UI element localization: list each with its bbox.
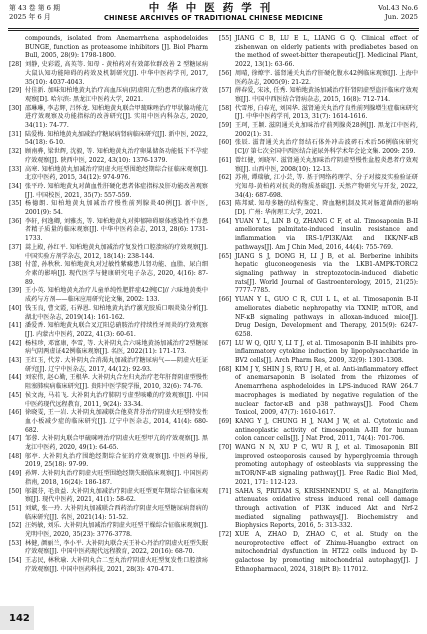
reference-number: [65] [219, 252, 232, 260]
reference-number: [29] [9, 87, 22, 95]
reference-number: [58] [219, 104, 232, 112]
reference-entry [219, 340, 418, 366]
reference-number: [34] [9, 182, 22, 190]
reference-number: [31] [9, 130, 22, 138]
date-cn: 2025 年 6 月 [9, 12, 51, 21]
reference-number: [66] [219, 296, 232, 304]
reference-entry [9, 470, 208, 487]
reference-number: [51] [9, 504, 22, 512]
reference-column-right [219, 35, 418, 575]
reference-number: [37] [9, 243, 22, 251]
reference-entry [219, 200, 418, 217]
reference-entry [9, 522, 208, 539]
reference-number: [36] [9, 217, 22, 225]
reference-text: 薛春爱, 宋冰, 任秀. 知柏地黄汤加减治疗肝肾阴虚型盗汗临床疗效观察[J]. 中国中西医结合肾病杂志, 2015, 16(8): 712-714. [235, 87, 418, 103]
reference-number: [63] [219, 200, 232, 208]
reference-text: YUAN Y L, GUO C R, CUI L L, et al. Timosaponin B-II ameliorates diabetic nephropathy via TXNIP, mTOR, and NF-κB signaling pathways in alloxan-induced mice[J]. Drug Design, Development and Therapy, 2015(9): 6247-6258. [235, 296, 418, 338]
reference-number: [42] [9, 339, 22, 347]
reference-entry [9, 340, 208, 357]
reference-number: [35] [9, 200, 22, 208]
reference-text: 汪妈敏, 刘乐. 大补阴丸加减治疗阴虚火旺型干燥综合征临床观察[J]. 光明中医, 2020, 35(23): 3776-3778. [25, 522, 208, 539]
journal-title-block [0, 2, 427, 23]
reference-entry [219, 218, 418, 253]
reference-entry [219, 87, 418, 104]
reference-column-left [9, 35, 208, 575]
reference-number: [62] [219, 174, 232, 182]
reference-text: 王志民, 林秋瑜. 大补阴丸合二至丸治疗阴虚火旺型复发性口腔溃疡疗效观察[J]. 中国中医药科技, 2021, 28(3): 470-471. [25, 557, 208, 573]
reference-entry [9, 374, 208, 391]
reference-number: [71] [219, 487, 232, 495]
reference-entry [219, 157, 418, 174]
reference-text: 钱玉良, 曹文霞, 石界恩. 知柏地黄丸治疗激光胶质口咽炎染分析[J]. 湖北中医杂志, 2019(14): 161-162. [25, 304, 208, 321]
reference-number: [68] [219, 365, 232, 373]
reference-entry [9, 392, 208, 409]
reference-number: [52] [9, 522, 22, 530]
reference-number: [54] [9, 557, 22, 565]
reference-number: [39] [9, 287, 22, 295]
reference-entry [9, 244, 208, 261]
journal-title-cn: 中华中医药学刊 [148, 2, 279, 14]
reference-entry [9, 505, 208, 522]
reference-continuation: compounds, isolated from Anemarrhena asphodeloides BUNGE, function as proteasome inhibitors [J]. Biol Pharm Bull, 2005, 28(9): 1798-1800. [25, 35, 208, 60]
reference-text: 付佳新. 加味知柏地黄丸治疗高血压病(阴虚阳亢型)患者的临床疗效观察[D]. 哈尔滨: 黑龙江中医药大学, 2021. [25, 87, 208, 103]
reference-text: 蒿上殿, 孙红平. 知柏地黄丸加减治疗复发性口腔溃疡的疗效观察[J]. 中国实验方剂学杂志, 2012, 18(14): 238-144. [25, 243, 208, 260]
reference-number: [49] [9, 470, 22, 478]
reference-text: 徐晓雯, 王一岩. 大补阴丸加减联合他莫昔芬治疗阴虚火旺型特发性血小板减少症的临床研究[J]. 辽宁中医杂志, 2014, 41(4): 680-682. [25, 409, 208, 434]
reference-text: KIM J Y, SHIN J S, RYU J H, et al. Anti-inflammatory effect of anemarsaponin B isolated from the rhizomes of Anemarrhena asphodeloides in LPS-induced RAW 264.7 macrophages is mediated by negative regulation of the nuclear factor-κB and p38 pathways[J]. Food Chem Toxicol, 2009, 47(7): 1610-1617. [235, 365, 418, 417]
reference-entry [219, 296, 418, 340]
reference-text: 刘斌, 张一玲. 大补阴丸加减联合西药治疗阴虚火旺型糖尿病肾病的临床研究[J]. 名医, 2021(14): 51-52. [25, 504, 208, 521]
reference-number: [45] [9, 391, 22, 399]
reference-text: 周晴, 徐燎宇. 滋肾通关丸治疗肝硬化腹水42例临床观察[J]. 上海中医药杂志, 2005(9): 21-22. [235, 69, 418, 86]
reference-number: [72] [219, 531, 232, 539]
reference-number: [56] [219, 69, 232, 77]
header-rule-thick [8, 28, 419, 29]
reference-entry [9, 131, 208, 148]
reference-text: 顾南骅, 梁世辉, 沈毅, 等. 知柏地黄丸治疗卵巢储备功能低下不孕症疗效观察[J]. 陕西中医, 2022, 43(10): 1376-1379. [25, 148, 208, 164]
reference-number: [41] [9, 322, 22, 330]
reference-entry [9, 435, 208, 452]
reference-entry [9, 322, 208, 339]
journal-header [0, 0, 427, 32]
reference-entry [9, 87, 208, 104]
reference-text: 潘爱香. 知柏地黄丸联合叉辽阳总硝胺治疗持续性牙周炎的疗效观察[J]. 内蒙古中医药, 2022, 41(3): 60-61. [25, 322, 208, 338]
reference-text: JIANG C B, LU E L, LIANG G Q. Clinical effect of zishenwan on elderly patients with prediabetes based on the method of sweet-bitter therapeutic[J]. Medicinal Plant, 2022, 13(1): 63-66. [235, 35, 418, 69]
reference-entry [219, 122, 418, 139]
reference-text: 王小英. 知柏地黄丸治疗儿童单纯性肥胖症42例[C]// 六味地黄类中成药与方剂——临床应用研究论文集, 2002: 133. [25, 287, 208, 304]
reference-entry [219, 35, 418, 70]
reference-number: [55] [219, 35, 232, 42]
reference-text: LU W Q, QIU Y, LI T J, et al. Timosaponin B-II inhibits pro-inflammatory cytokine induction by lipopolysaccharide in BV2 cells[J]. Arch Pharm Res, 2009, 32(9): 1301-1308. [235, 339, 418, 365]
reference-text: 刘静, 史彩霞, 高英等. 知母 - 黄柏药对有效部位群改善 2 型糖尿病大鼠认知功能障碍的药效及机制研究[J]. 中华中医药学刊, 2017, 35(10): 4037-4043. [25, 61, 208, 86]
reference-entry [9, 453, 208, 470]
reference-entry [9, 305, 208, 322]
reference-number: [64] [219, 217, 232, 225]
reference-text: 王红玉, 代芳. 大补阴丸合消渴丸加减治疗糖尿病气——阴虚火旺证研究[J]. 辽宁中医杂志, 2017, 44(12): 92-93. [25, 357, 208, 373]
reference-number: [50] [9, 487, 22, 495]
volume-issue-en: Vol.43 No.6 [378, 4, 418, 12]
reference-text: 苏南, 谭瑞敏, 江小芸, 等. 基于网络药理学、分子对接及实验验证研究知母-黄柏药对抗炎的物质基础[J]. 天然产物研究与开发, 2022, 34(4): 687-698. [235, 174, 418, 199]
reference-text: KANG Y J, CHUNG H J, NAM J W, et al. Cytotoxic and antineoplastic activity of timosaponin A-III for human colon cancer cells[J]. J Nat Prod, 2011, 74(4): 701-706. [235, 417, 418, 443]
reference-text: 杨桂珍, 邓富康, 李雪, 等. 大补阴丸合六味地黄汤加减治疗2型糖尿病气阴两虚证42例临床观察[J]. 名医, 2022(11): 171-173. [25, 339, 208, 356]
reference-number: [57] [219, 87, 232, 95]
reference-entry [219, 418, 418, 444]
reference-number: [61] [219, 156, 232, 164]
reference-entry [9, 105, 208, 131]
reference-entry [219, 105, 418, 122]
reference-text: 张平玲. 知柏地黄丸对菌血性肝硬化患者体症指标及肝功能改善观察[J]. 中国校医, 2021, 35(7): 557-559. [25, 182, 208, 199]
reference-entry [9, 183, 208, 200]
header-rule-thin [8, 30, 419, 31]
reference-entry [9, 261, 208, 287]
reference-number: [28] [9, 61, 22, 69]
reference-number: [38] [9, 261, 22, 269]
reference-text: 林健, 颜丽兰, 李小平. 大补阴丸联合天王补心丹治疗阴虚火旺型失眠疗效观察[J]. 中国中医药现代远程教育, 2022, 20(16): 68-70. [25, 539, 208, 556]
reference-number: [53] [9, 539, 22, 547]
reference-entry [219, 488, 418, 532]
reference-text: 高寒. 知柏地黄丸加减治疗阴虚火旺型围绝经期综合征临床观察[J]. 北京中医药, 2015, 34(12): 974-976. [25, 165, 208, 182]
reference-number: [67] [219, 339, 232, 347]
reference-text: XUE A, ZHAO D, ZHAO C, et al. Study on the neuroprotective effect of Zhimu-Huangbo extract on mitochondrial dysfunction in HT22 cells induced by D-galactose by promoting mitochondrial autophagy[J]. J Ethnopharmacol, 2024, 318(Pt B): 117012. [235, 531, 418, 573]
issue-info-en [378, 4, 418, 21]
reference-entry [9, 557, 208, 574]
reference-text: 孙辉. 大补阴丸治疗阴虚火旺型围绝经期失眠临床观察[J]. 中国医药指南, 2018, 16(24): 186-187. [25, 470, 208, 486]
reference-number: [47] [9, 435, 22, 443]
reference-number: [32] [9, 148, 22, 156]
reference-entry [219, 253, 418, 297]
reference-entry [219, 366, 418, 418]
reference-text: 王珂, 王颖. 滋阴通关丸加味治疗前列腺炎28例[J]. 黑龙江中医药, 2002(1): 31. [235, 122, 418, 138]
reference-entry [9, 540, 208, 557]
reference-text: 刘宏伟, 赵心勤, 王根华. 大补阴丸合左归丸治疗老年肝肾阴虚型慢性阻塞肺疾病临床研究[J]. 贵阳中医学院学报, 2010, 32(6): 74-76. [25, 374, 208, 391]
reference-text: 曾红健, 刘晓军. 滋肾通关丸加味治疗阴虚型慢性盆腔炎患者疗效观察[J]. 山西中医, 2008(10): 12-13. [235, 156, 418, 173]
reference-entry [9, 287, 208, 304]
reference-entry [9, 357, 208, 374]
reference-text: 邬亭. 大补阴丸治疗围绝经期综合征的疗效观察[J]. 中医药导报, 2019, 25(18): 97-99. [25, 452, 208, 469]
reference-text: 邵琳琳, 李志辉, 吕怀龙. 知柏地黄丸联合甲巯咪唑治疗甲状腺功能亢进疗效观察及功能指标的改善研究[J]. 实用中医内科杂志, 2020, 34(11): 74-77. [25, 104, 208, 130]
reference-text: 张辰. 滋肾通关丸治疗肾结石体外冲击波碎石术后56例临床研究[C]// 第七次全国中西医结合泌尿外科学术年会论文集. 2009: 259. [235, 139, 418, 156]
reference-number: [44] [9, 374, 22, 382]
reference-number: [69] [219, 417, 232, 425]
reference-number: [33] [9, 165, 22, 173]
reference-entry [9, 409, 208, 435]
reference-entry [9, 148, 208, 165]
reference-number: [48] [9, 452, 22, 460]
reference-entry [9, 488, 208, 505]
reference-number: [40] [9, 304, 22, 312]
reference-number: [46] [9, 409, 22, 417]
reference-entry [219, 174, 418, 200]
reference-entry [9, 200, 208, 217]
reference-text: 李轩, 何逸卿, 刘雅杰, 等. 知柏地黄丸对抑郁障碍原体感染性不育患者精子质量的临床观察[J]. 中华中医药杂志, 2013, 28(6): 1731-1733. [25, 217, 208, 243]
page-number: 142 [9, 613, 30, 624]
reference-entry [219, 70, 418, 87]
reference-text: JIANG S J, DONG H, LI J B, et al. Berberine inhibits hepatic gluconeogenesis via the LKB1-AMPK-TORC2 signaling pathway in streptozotocin-induced diabetic rats[J]. World Journal of Gastroenterology, 2015, 21(25): 7777-7785. [235, 252, 418, 295]
reference-entry [219, 531, 418, 575]
reference-text: WANG N N, XU P C, WU R J, et al. Timosaponin BII improved osteoporosis caused by hyperglycemia through promoting autophagy of osteoblasts via suppressing the mTOR/NF-κB signaling pathway[J]. Free Radic Biol Med, 2021, 171: 112-123. [235, 444, 418, 486]
reference-text: 侯文海, 马若飞. 大补阴丸治疗肺阴亏虚型咳嗽的疗效观察[J]. 中国中医药现代远程教育, 2011, 9(24): 33-34. [25, 391, 208, 408]
reference-number: [43] [9, 357, 22, 365]
reference-text: 杨德朗. 知柏地黄丸加减治疗慢性前列腺炎40例[J]. 新中医, 2001(9): 54. [25, 200, 208, 217]
reference-text: 陈邦斌. 知母多糖的结构鉴定、降血糖机制及其对肠道菌群的影响[D]. 广州: 华南理工大学, 2021. [235, 200, 418, 217]
reference-text: YUAN Y L, LIN B Q, ZHANG C F, et al. Timosaponin B-II ameliorates palmitate-induced insulin resistance and inflammation via IRS-1/PI3K/Akt and IKK/NF-κB pathways[J]. Am J Chin Med, 2016, 44(4): 755-769. [235, 217, 418, 251]
reference-number: [59] [219, 122, 232, 130]
reference-entry [219, 444, 418, 488]
reference-number: [60] [219, 139, 232, 147]
volume-issue-cn: 第 43 卷 第 6 期 [9, 4, 60, 12]
reference-text: 付蕾, 孙秋秋. 知柏地黄丸对过敏性紫癜患儿肾功能、血脂、尿白细介素的影响[J]. 现代医学与健康研究电子杂志, 2020, 4(16): 87-89. [25, 261, 208, 286]
reference-text: 邬淑芬, 毛贵益. 大补阴丸加减治疗阴虚火旺型更年期综合征临床观察[J]. 现代中医药, 2021, 41(1): 58-62. [25, 487, 208, 504]
reference-text: SAHA S, PRITAM S, KRISHNENDU S, et al. Mangiferin attenuates oxidative stress induced renal cell damage through activation of PI3K induced Akt and Nrf-2 mediated signaling pathways[J]. Biochemistry and Biophysics Reports, 2016, 5: 313-332. [235, 487, 418, 530]
reference-number: [30] [9, 104, 22, 112]
reference-entry [219, 139, 418, 156]
reference-entry [9, 166, 208, 183]
reference-entry [9, 61, 208, 87]
reference-entry [9, 218, 208, 244]
reference-text: 邹蓉. 大补阴丸联合甲硫咪唑治疗阴虚火旺型甲亢的疗效观察[J]. 黑龙江中医药, 2020, 49(1): 64-65. [25, 435, 208, 452]
date-en: Jun. 2025 [384, 12, 418, 21]
journal-title-en: CHINESE ARCHIVES OF TRADITIONAL CHINESE MEDICINE [104, 14, 323, 22]
reference-text: 代雪彤, 白春光, 刘国华. 滋肾通关丸治疗良性前列腺增生症临床研究[J]. 中华中医药学刊, 2013, 31(7): 1614-1616. [235, 104, 418, 121]
reference-number: [70] [219, 444, 232, 452]
reference-text: 陆爱梅. 知柏地黄丸加减治疗糖尿病肾病临床研究[J]. 新中医, 2022, 54(18): 6-10. [25, 130, 208, 147]
